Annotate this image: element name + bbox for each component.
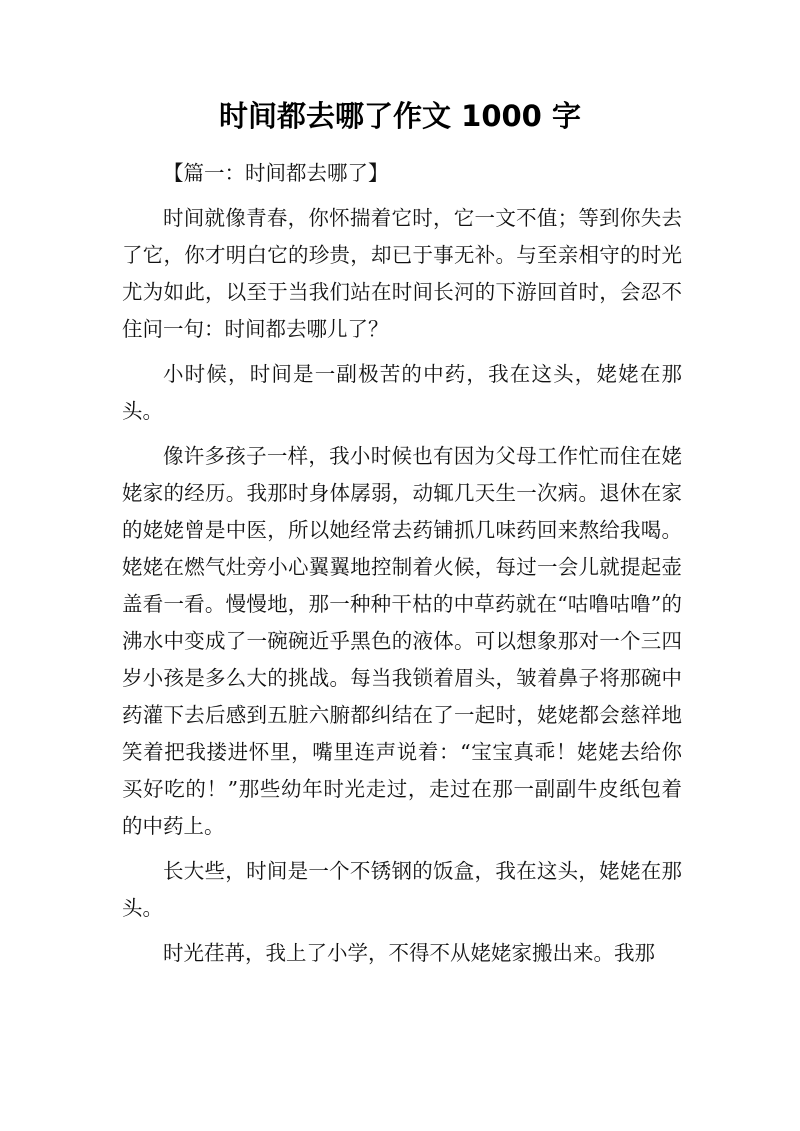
paragraph: 时光荏苒，我上了小学，不得不从姥姥家搬出来。我那 — [163, 941, 655, 965]
paragraph: 时间就像青春，你怀揣着它时，它一文不值；等到你失去了它，你才明白它的珍贵，却已于事无补。与至亲相守的时光尤为如此，以至于当我们站在时间长河的下游回首时，会忍不住问一句：时间都去哪儿了？ — [122, 206, 682, 341]
paragraph: 小时候，时间是一副极苦的中药，我在这头，姥姥在那头。 — [122, 362, 682, 423]
paragraph: 像许多孩子一样，我小时候也有因为父母工作忙而住在姥姥家的经历。我那时身体孱弱，动辄几天生一次病。退休在家的姥姥曾是中医，所以她经常去药铺抓几味药回来熬给我喝。姥姥在燃气灶旁小心翼翼地控制着火候，每过一会儿就提起壶盖看一看。慢慢地，那一种种干枯的中草药就在“咕噜咕噜”的沸水中变成了一碗碗近乎黑色的液体。可以想象那对一个三四岁小孩是多么大的挑战。每当我锁着眉头，皱着鼻子将那碗中药灌下去后感到五脏六腑都纠结在了一起时，姥姥都会慈祥地笑着把我搂进怀里，嘴里连声说着：“宝宝真乖！姥姥去给你买好吃的！”那些幼年时光走过，走过在那一副副牛皮纸包着的中药上。 — [122, 444, 682, 838]
document-body — [122, 155, 682, 980]
paragraph: 长大些，时间是一个不锈钢的饭盒，我在这头，姥姥在那头。 — [122, 859, 682, 920]
document-title: 时间都去哪了作文 1000 字 — [219, 99, 581, 133]
section-heading: 【篇一：时间都去哪了】 — [163, 161, 389, 185]
